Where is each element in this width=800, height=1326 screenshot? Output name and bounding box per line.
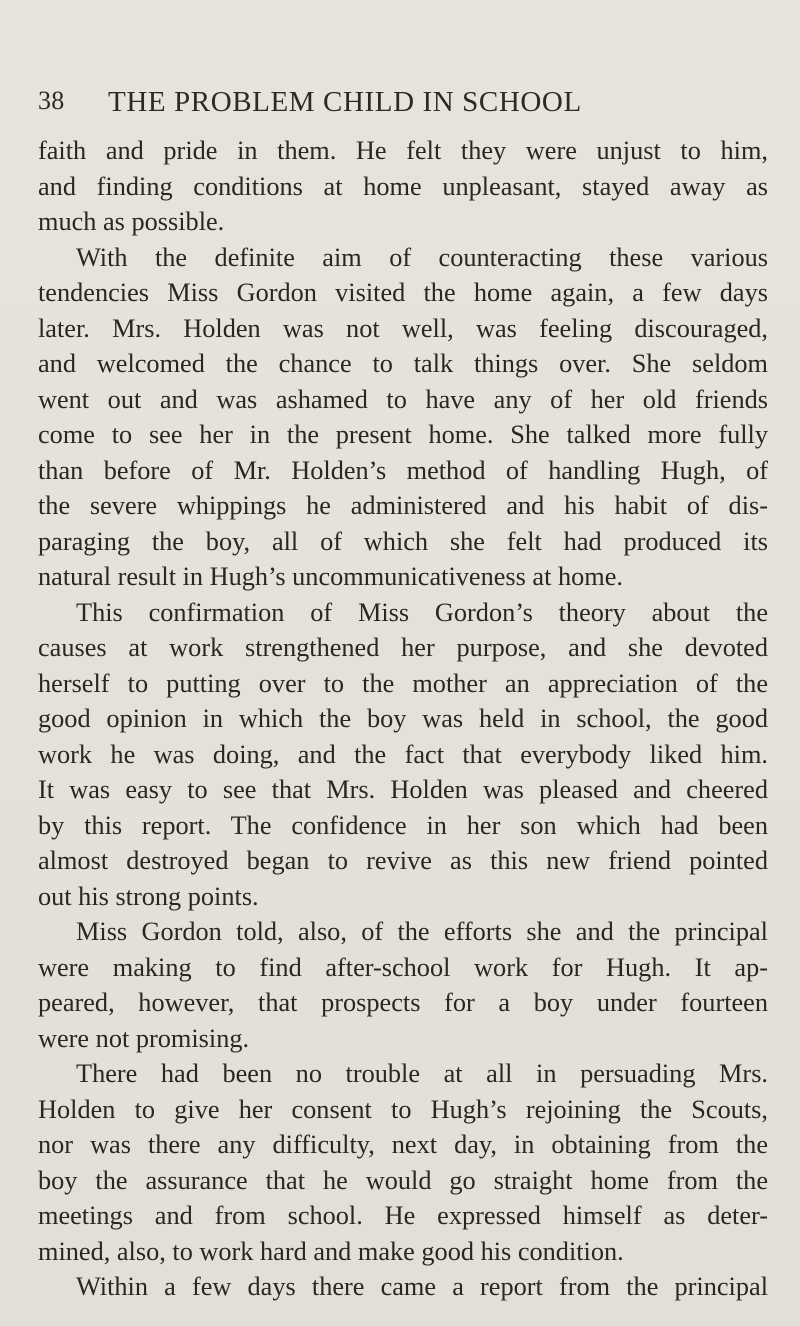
text-line: meetings and from school. He expressed himself as deter- [38,1201,768,1230]
text-line: were making to find after-school work for Hugh. It ap- [38,952,768,982]
text-line: It was easy to see that Mrs. Holden was pleased and cheered [38,775,768,804]
text-line: almost destroyed began to revive as this new friend pointed [38,846,768,875]
running-head [38,86,778,126]
text-line: nor was there any difficulty, next day, in obtaining from the [38,1130,768,1159]
text-line: There had been no trouble at all in persuading Mrs. [76,1059,768,1088]
text-line: and welcomed the chance to talk things over. She seldom [38,349,768,378]
text-line: come to see her in the present home. She talked more fully [38,420,768,449]
page-number: 38 [38,86,65,115]
text-line: Holden to give her consent to Hugh’s rejoining the Scouts, [38,1094,768,1124]
running-title: THE PROBLEM CHILD IN SCHOOL [108,86,582,118]
text-line: faith and pride in them. He felt they were unjust to him, [38,136,768,165]
text-line: work he was doing, and the fact that everybody liked him. [38,739,768,769]
text-line: tendencies Miss Gordon visited the home again, a few days [38,278,768,307]
text-line: paraging the boy, all of which she felt had produced its [38,526,768,556]
text-line: than before of Mr. Holden’s method of handling Hugh, of [38,455,768,485]
text-line: much as possible. [38,207,225,236]
text-line: mined, also, to work hard and make good his condition. [38,1236,624,1266]
text-line: boy the assurance that he would go straight home from the [38,1165,768,1195]
text-line: the severe whippings he administered and his habit of dis- [38,491,768,520]
text-line: peared, however, that prospects for a boy under fourteen [38,988,768,1017]
body-text [38,133,768,1305]
text-line: With the definite aim of counteracting these various [76,242,768,272]
text-line: went out and was ashamed to have any of her old friends [38,384,768,414]
text-line: herself to putting over to the mother an appreciation of the [38,668,768,698]
text-line: This confirmation of Miss Gordon’s theory about the [76,597,768,627]
text-line: later. Mrs. Holden was not well, was feeling discouraged, [38,313,768,343]
text-line: by this report. The confidence in her son which had been [38,810,768,840]
text-line: were not promising. [38,1023,250,1053]
text-line: causes at work strengthened her purpose, and she devoted [38,633,768,662]
text-line: good opinion in which the boy was held in school, the good [38,704,768,733]
text-line: out his strong points. [38,881,259,911]
text-line: Within a few days there came a report from the principal [76,1272,768,1301]
text-line: and finding conditions at home unpleasant, stayed away as [38,171,768,201]
text-line: Miss Gordon told, also, of the efforts she and the principal [76,917,768,946]
text-line: natural result in Hugh’s uncommunicativeness at home. [38,562,623,591]
